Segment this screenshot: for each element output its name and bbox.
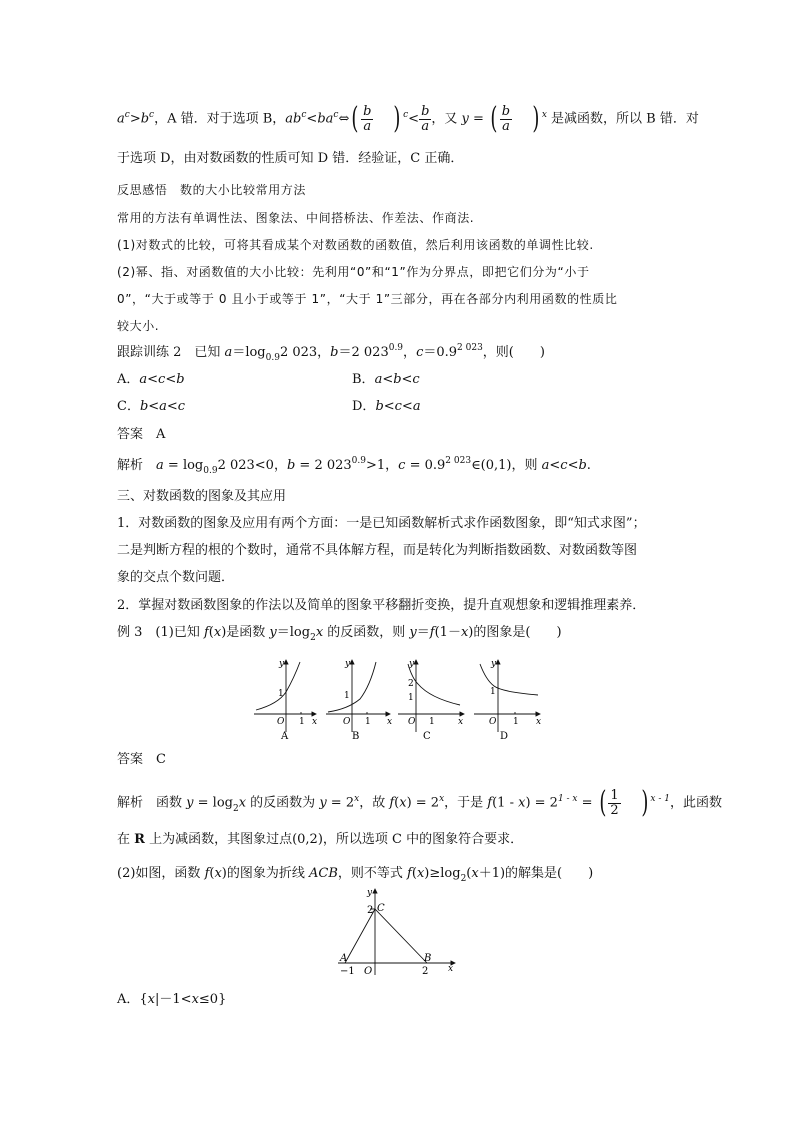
practice-question: 跟踪训练 2 已知 $a=\log_{0.9}2$ 023，b＝2 $023^{0.9}$，$c=0.9^{2 023}$，则( ) (117, 343, 545, 363)
answer-2: 答案 C (117, 752, 166, 767)
example-3-question: 例 3 (1)已知 f(x)是函数 $y=\log_2x$ 的反函数，则 y＝f(1－x)的图象是( ) (117, 625, 562, 643)
option-d: D．b<c<a (352, 399, 421, 414)
graph-a-x: x (312, 717, 318, 727)
fig2-two-x: 2 (422, 966, 429, 977)
text: c (301, 109, 307, 120)
solution-line-1 (117, 101, 699, 136)
fig2-x: x (448, 964, 454, 974)
text: c (333, 109, 339, 120)
graph-a-x-one: 1 (299, 717, 305, 727)
graph-d-y: y (491, 659, 497, 669)
solution-line-2: 于选项 D，由对数函数的性质可知 D 错．经验证，C 正确． (117, 151, 464, 166)
text: c (403, 109, 409, 120)
analysis-2-cont: 在 R 上为减函数，其图象过点(0,2)，所以选项 C 中的图象符合要求． (117, 832, 524, 847)
graph-b-label: B (352, 731, 360, 742)
text: < (408, 111, 420, 127)
graph-c-x-one: 1 (429, 717, 435, 727)
graph-b-one: 1 (344, 691, 350, 701)
polyline-acb (345, 909, 427, 963)
section-heading: 三、对数函数的图象及其应用 (117, 489, 287, 504)
option-a-part-2: A．{x|－1<x≤0} (117, 992, 227, 1007)
text: ，A 错．对于选项 B， (154, 111, 286, 127)
graph-d-x: x (536, 717, 542, 727)
graph-a-one: 1 (278, 689, 284, 699)
graph-a-y: y (279, 659, 285, 669)
graph-c-y: y (409, 659, 415, 669)
graph-a-label: A (281, 731, 289, 742)
graph-a-O: O (277, 717, 285, 727)
graph-b-y: y (345, 659, 351, 669)
reflection-line: 常用的方法有单调性法、图象法、中间搭桥法、作差法、作商法. (117, 211, 475, 225)
graph-d-x-one: 1 (513, 717, 519, 727)
option-c: C．b<a<c (117, 399, 186, 414)
body-line: 二是判断方程的根的个数时，通常不具体解方程，而是转化为判断指数函数、对数函数等图 (117, 543, 638, 558)
text: c (124, 109, 130, 120)
option-b: B．a<b<c (352, 372, 420, 387)
reflection-line: (2)幂、指、对函数值的大小比较：先利用“0”和“1”作为分界点，即把它们分为“小于 (117, 265, 590, 279)
text: y (461, 111, 469, 127)
fig2-C: C (377, 903, 385, 914)
text: ⇔ (338, 111, 350, 127)
graph-c-two: 2 (408, 679, 414, 689)
graph-d (474, 660, 540, 732)
paren: ) (532, 101, 540, 136)
graph-d-label: D (500, 731, 509, 742)
fig2-O: O (364, 966, 373, 977)
paren: ( (490, 101, 498, 136)
analysis-1: 解析 $a = \log_{0.9}2$ 023<0，b = 2 $023^{0.9}>1$，$c = 0.9^{2 023}\in(0,1)$，则 a<c<b. (117, 456, 591, 476)
graph-c-O: O (408, 717, 416, 727)
fig2-minus1: −1 (340, 966, 355, 977)
graph-c-one: 1 (408, 693, 414, 703)
graph-b-x-one: 1 (365, 717, 371, 727)
fig2-two-y: 2 (367, 905, 374, 916)
fig2-A: A (340, 953, 348, 964)
graph-b-x: x (387, 717, 393, 727)
text: x (541, 109, 547, 120)
reflection-title: 反思感悟 数的大小比较常用方法 (117, 183, 307, 197)
text: ab (285, 111, 302, 127)
paren: ) (393, 101, 401, 136)
text: ，又 (431, 111, 462, 127)
body-line: 2．掌握对数函数图象的作法以及简单的图象平移翻折变换，提升直观想象和逻辑推理素养． (117, 598, 646, 613)
polyline-figure (330, 885, 460, 980)
text: 是减函数，所以 B 错．对 (546, 111, 699, 127)
text: c (149, 109, 155, 120)
fraction: $\frac{1}{2}$ (610, 787, 619, 818)
answer-1: 答案 A (117, 427, 166, 442)
paren: ( (351, 101, 359, 136)
paren: ( (599, 785, 607, 820)
fraction: $\frac{b}{a}$ (501, 103, 511, 134)
fig2-B: B (424, 953, 432, 964)
body-line: 1．对数函数的图象及应用有两个方面：一是已知函数解析式求作函数图象，即“知式求图”； (117, 516, 646, 531)
reflection-line: 0”，“大于或等于 0 且小于或等于 1”，“大于 1”三部分，再在各部分内利用函数的性质比 (117, 292, 618, 306)
text: <ba (306, 111, 334, 127)
graph-d-O: O (489, 717, 497, 727)
graph-b-O: O (343, 717, 351, 727)
fig2-y: y (367, 888, 373, 898)
text: >b (129, 111, 150, 127)
fraction: $\frac{b}{a}$ (421, 103, 430, 134)
example-3-part-2: (2)如图，函数 f(x)的图象为折线 ACB，则不等式 $f(x)\ge\log_2(x+1)$的解集是( ) (117, 866, 594, 884)
graph-c-x: x (458, 717, 464, 727)
text: a (117, 111, 125, 127)
body-line: 象的交点个数问题． (117, 570, 235, 585)
graph-a (254, 660, 316, 732)
reflection-line: (1)对数式的比较，可将其看成某个对数函数的函数值，然后利用该函数的单调性比较. (117, 238, 594, 252)
option-a: A．a<c<b (117, 372, 185, 387)
reflection-line: 较大小. (117, 319, 160, 333)
graph-b (326, 660, 393, 732)
graph-c-label: C (423, 731, 431, 742)
graph-d-one: 1 (490, 687, 496, 697)
paren: ) (641, 785, 649, 820)
text: = (468, 111, 489, 127)
fraction: $\frac{b}{a}$ (363, 103, 372, 134)
analysis-2: 解析 函数 $y = \log_2x$ 的反函数为 $y = 2^x$，故 $f(x) = 2^x$，于是 $f(1 - x) = 2^{1 - x}$ = ( $\frac{1}{2}$ ) $^{x - 1}$，此函数 (117, 785, 722, 820)
option-graphs-figure (248, 654, 548, 742)
